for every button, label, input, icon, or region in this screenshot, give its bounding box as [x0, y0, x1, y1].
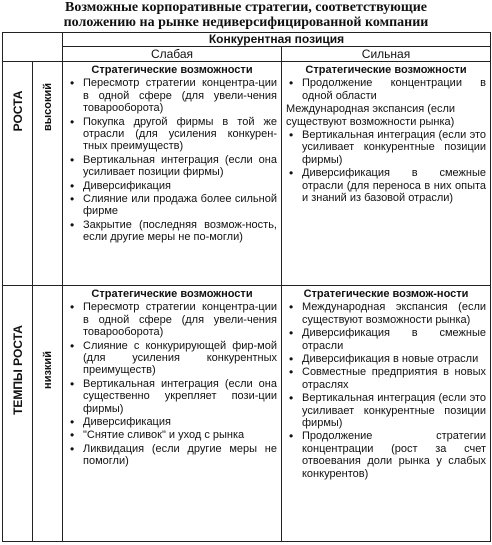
row-label-growth-rate — [3, 286, 33, 542]
list-item: • Диверсификация в смежные отрасли (для переноса в них опыта и знаний из базовой отрасли) — [286, 167, 486, 204]
document-title — [0, 0, 492, 30]
growth-label: РОСТА — [10, 90, 25, 132]
list-item: • Закрытие (последняя возмож-ность, если другие меры не по-могли) — [67, 219, 277, 244]
row-label-growth-top — [3, 62, 33, 286]
strategy-table — [2, 32, 491, 542]
list-item: • Вертикальная интеграция (если это усиливает конкурентные позиции фирмы) — [286, 129, 486, 166]
list-item: • Диверсификация в новые отрасли — [286, 353, 486, 365]
list-item: • Ликвидация (если другие меры не помогли) — [67, 443, 277, 468]
strong-column-header: Сильная — [282, 47, 491, 62]
list-item: • "Снятие сливок" и уход с рынка — [67, 429, 277, 441]
row-label-low — [33, 286, 63, 542]
list-item: • Диверсификация — [67, 180, 277, 192]
plain-item: Международная экспансия (если существуют возможности рынка) — [286, 103, 456, 128]
low-strong-heading: Стратегические возмож-ности — [303, 288, 469, 300]
low-weak-heading: Стратегические возможности — [91, 288, 253, 300]
title-line-1: Возможные корпоративные стратегии, соответствующие — [65, 0, 427, 15]
low-label: низкий — [41, 351, 54, 390]
weak-column-header: Слабая — [63, 47, 282, 62]
list-item: • Покупка другой фирмы в той же отрасли (для усиления конкурен-тных преимуществ) — [67, 116, 277, 153]
list-item: • Вертикальная интеграция (если это усиливает конкурентные позиции фирмы) — [286, 392, 486, 429]
growth-rate-label: ТЕМПЫ РОСТА — [10, 325, 25, 416]
row-label-high — [33, 62, 63, 286]
high-weak-cell — [63, 62, 282, 286]
high-label: высокий — [41, 82, 54, 131]
low-weak-cell — [63, 286, 282, 542]
list-item: • Продолжение концентрации в одной области — [286, 77, 486, 102]
high-strong-cell — [282, 62, 491, 286]
list-item: • Вертикальная интеграция (если она существенно укрепляет пози-ции фирмы) — [67, 378, 277, 415]
list-item: • Слияние или продажа более сильной фирме — [67, 193, 277, 218]
low-strong-cell — [282, 286, 491, 542]
title-line-2: положению на рынке недиверсифицированной компании — [63, 15, 429, 30]
list-item: • Совместные предприятия в новых отраслях — [286, 366, 486, 391]
list-item: • Продолжение стратегии концентрации (рост за счет отвоевания доли рынка у слабых конкурентов) — [286, 430, 486, 480]
list-item: • Диверсификация в смежные отрасли — [286, 327, 486, 352]
list-item: • Пересмотр стратегии концентра-ции в одной сфере (для увели-чения товарооборота) — [67, 77, 277, 114]
high-strong-heading: Стратегические возможности — [305, 64, 467, 76]
list-item: • Диверсификация — [67, 416, 277, 428]
list-item: • Слияние с конкурирующей фир-мой (для усиления конкурентных преимуществ) — [67, 340, 277, 377]
list-item: • Пересмотр стратегии концентра-ции в одной сфере (для увели-чения товарооборота) — [67, 301, 277, 338]
list-item: • Международная экспансия (если существуют возможности рынка) — [286, 301, 486, 326]
list-item: • Вертикальная интеграция (если она усиливает позиции фирмы) — [67, 154, 277, 179]
corner-cell — [3, 33, 63, 62]
competitive-position-header: Конкурентная позиция — [63, 33, 491, 47]
high-weak-heading: Стратегические возможности — [91, 64, 253, 76]
